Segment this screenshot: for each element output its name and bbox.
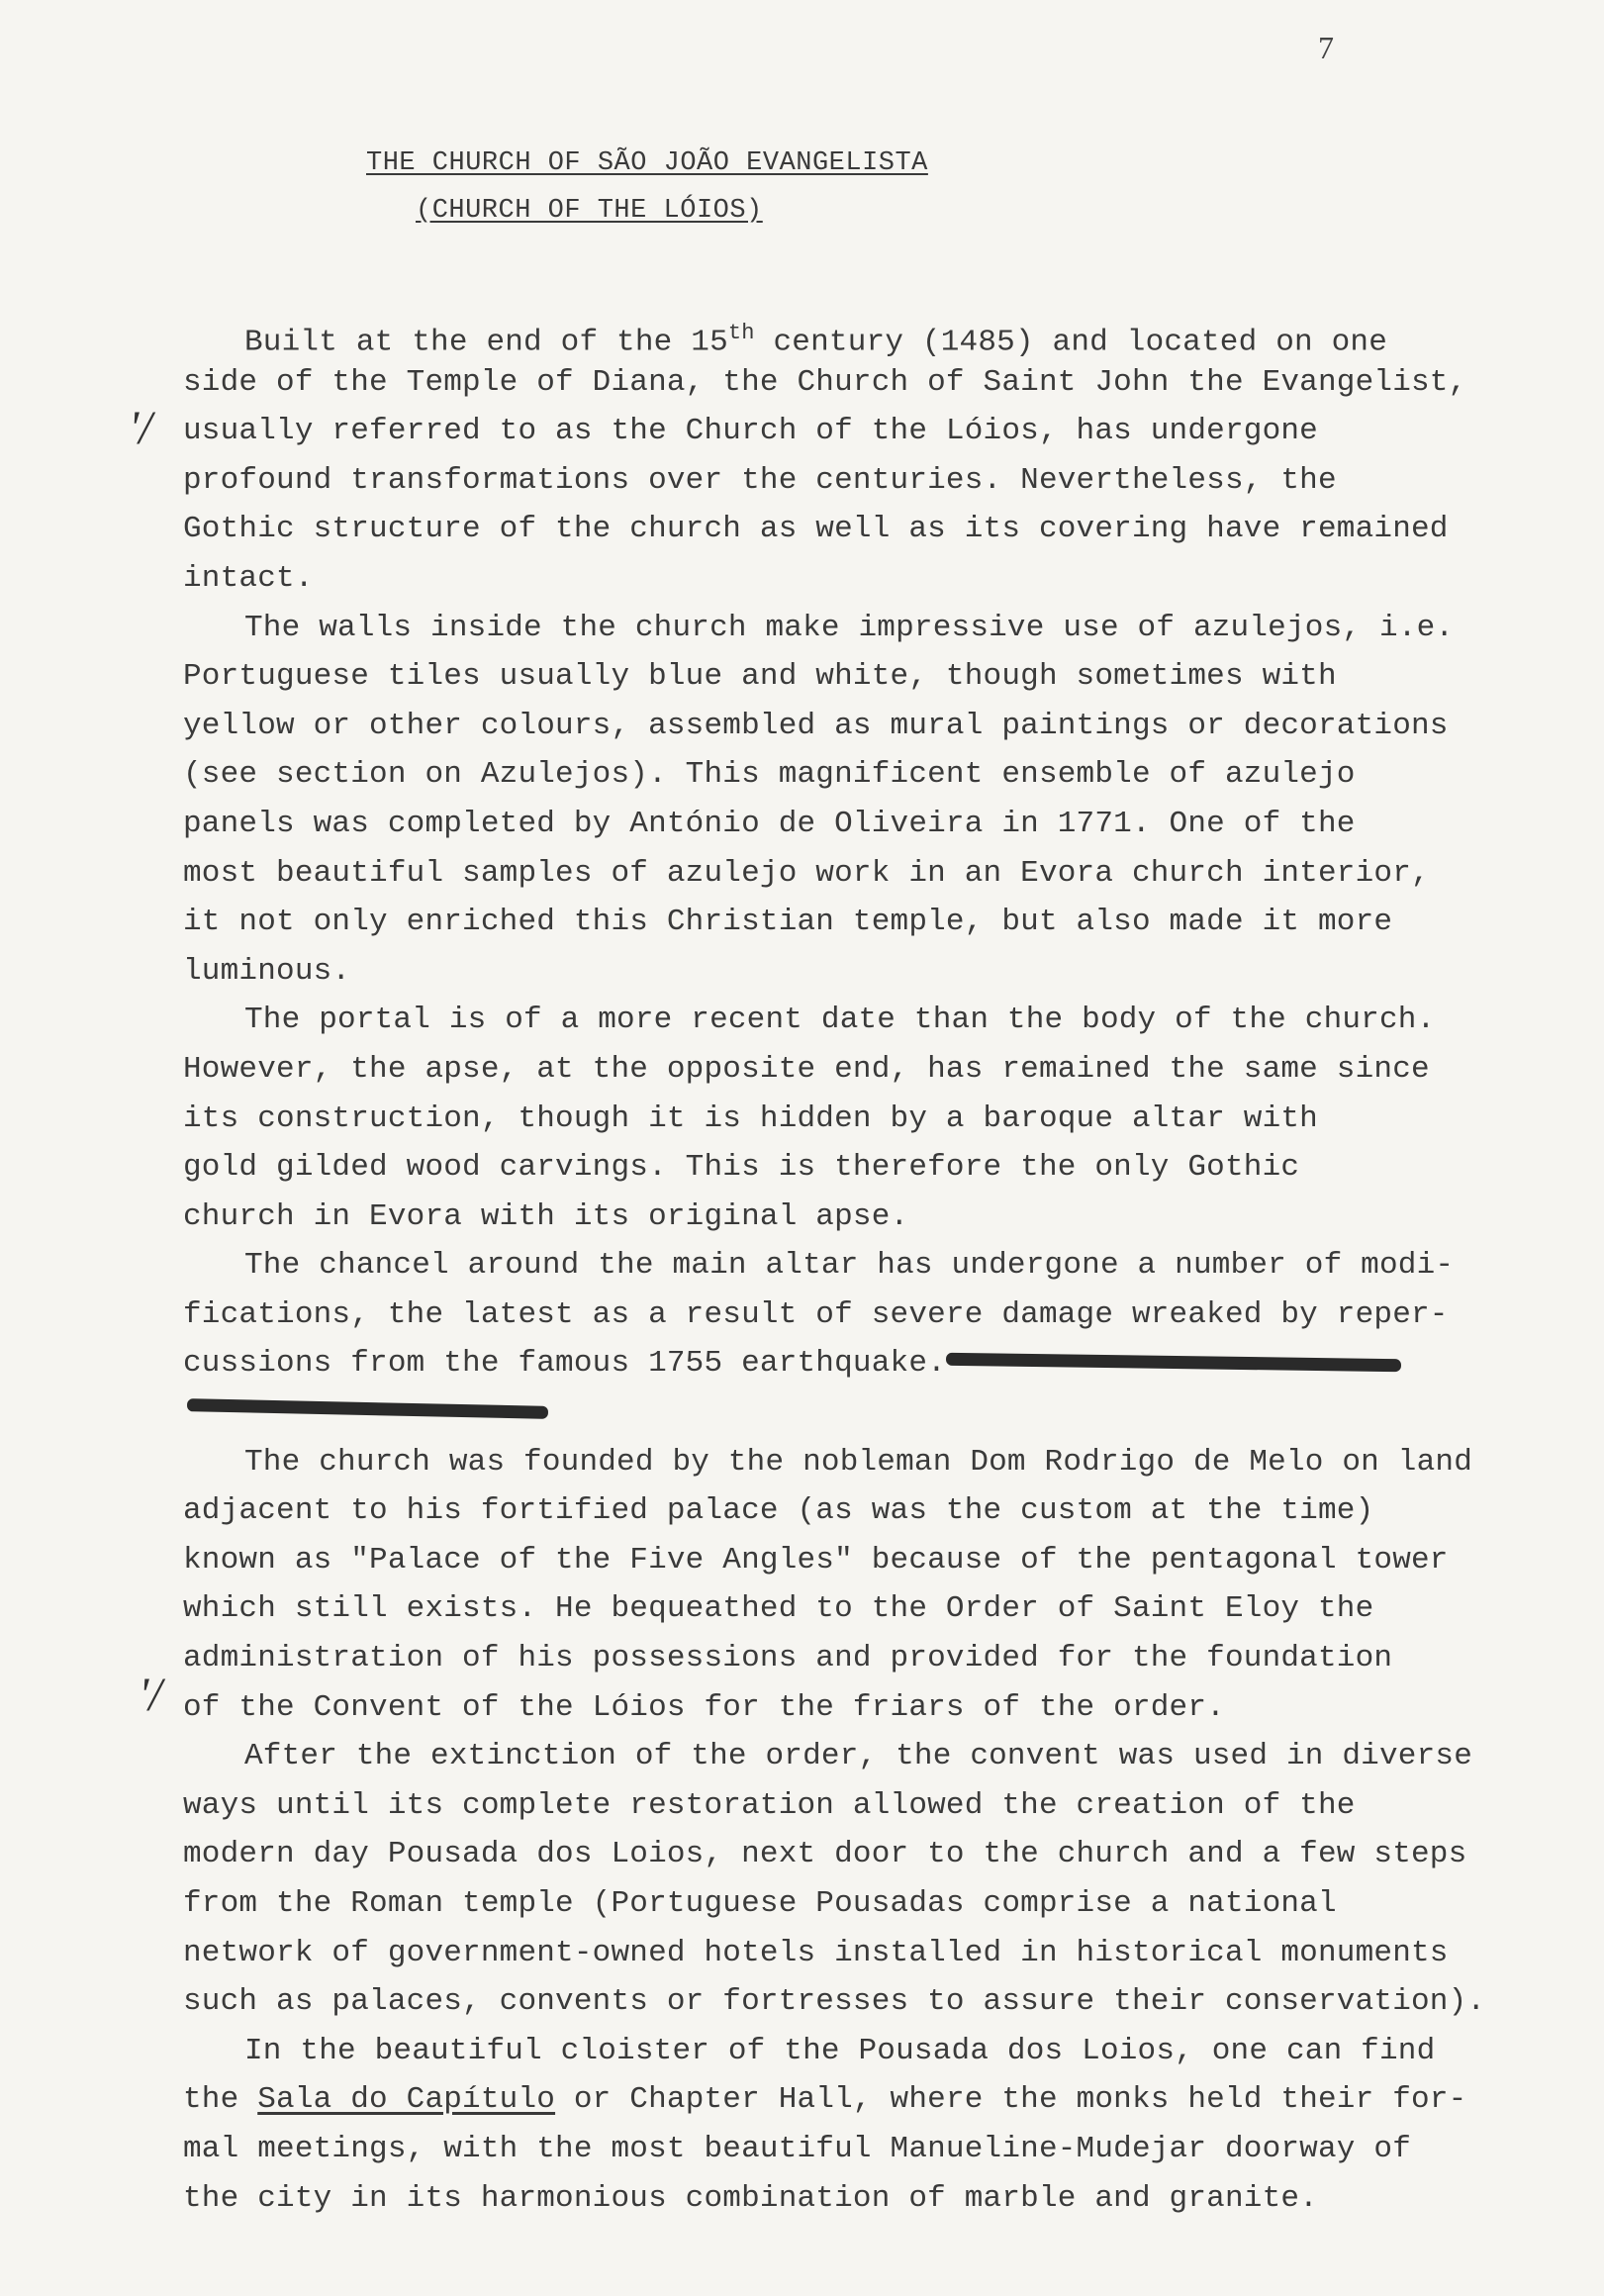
- text-line: Built at the end of the 15th century (1485) and located on one: [244, 321, 1388, 360]
- text-line: it not only enriched this Christian temple, but also made it more: [183, 905, 1393, 940]
- text-line: such as palaces, convents or fortresses to assure their conservation).: [183, 1984, 1486, 2020]
- text-line: luminous.: [183, 953, 351, 989]
- text-line: administration of his possessions and provided for the foundation: [183, 1641, 1393, 1676]
- text-line: of the Convent of the Lóios for the friars of the order.: [183, 1689, 1225, 1725]
- margin-mark-2: '/: [139, 1669, 162, 1721]
- text-line: which still exists. He bequeathed to the Order of Saint Eloy the: [183, 1591, 1374, 1627]
- text-line: Portuguese tiles usually blue and white, though sometimes with: [183, 659, 1337, 695]
- text-line: intact.: [183, 560, 314, 596]
- text-line: from the Roman temple (Portuguese Pousadas comprise a national: [183, 1886, 1337, 1921]
- text-line: panels was completed by António de Oliveira in 1771. One of the: [183, 806, 1356, 841]
- struck-out-text: [946, 1353, 1441, 1373]
- text-line: (see section on Azulejos). This magnificent ensemble of azulejo: [183, 757, 1356, 793]
- text-line: its construction, though it is hidden by a baroque altar with: [183, 1100, 1318, 1136]
- text-line: ways until its complete restoration allowed the creation of the: [183, 1787, 1356, 1823]
- text-line: The walls inside the church make impressive use of azulejos, i.e.: [244, 610, 1455, 645]
- text-line: cussions from the famous 1755 earthquake.: [183, 1339, 1588, 1388]
- page-number: 7: [1318, 30, 1334, 65]
- text-line: mal meetings, with the most beautiful Manueline-Mudejar doorway of: [183, 2131, 1411, 2166]
- text-line: The church was founded by the nobleman Dom Rodrigo de Melo on land: [244, 1444, 1472, 1480]
- text-line: yellow or other colours, assembled as mural paintings or decorations: [183, 708, 1449, 743]
- text-line: profound transformations over the centuries. Nevertheless, the: [183, 462, 1337, 498]
- text-line: the Sala do Capítulo or Chapter Hall, where the monks held their for-: [183, 2082, 1467, 2118]
- title-line-2: (CHURCH OF THE LÓIOS): [416, 196, 763, 226]
- body-text: [183, 309, 1588, 2223]
- title-line-1: THE CHURCH OF SÃO JOÃO EVANGELISTA: [366, 148, 928, 178]
- text-line: Gothic structure of the church as well as its covering have remained: [183, 512, 1449, 547]
- text-line: most beautiful samples of azulejo work in an Evora church interior,: [183, 855, 1430, 891]
- text-line: After the extinction of the order, the convent was used in diverse: [244, 1739, 1472, 1774]
- text-line: fications, the latest as a result of severe damage wreaked by reper-: [183, 1296, 1449, 1332]
- text-line: usually referred to as the Church of the Lóios, has undergone: [183, 414, 1318, 449]
- text-line: The portal is of a more recent date than the body of the church.: [244, 1003, 1436, 1038]
- text-line: The chancel around the main altar has undergone a number of modi-: [244, 1248, 1455, 1284]
- margin-mark-1: '/: [129, 402, 152, 454]
- text-line: gold gilded wood carvings. This is therefore the only Gothic: [183, 1150, 1300, 1186]
- text-line: In the beautiful cloister of the Pousada dos Loios, one can find: [244, 2033, 1436, 2068]
- text-line: [183, 1388, 1588, 1438]
- text-line: adjacent to his fortified palace (as was the custom at the time): [183, 1493, 1374, 1529]
- struck-out-text: [187, 1402, 548, 1422]
- text-line: network of government-owned hotels installed in historical monuments: [183, 1935, 1449, 1970]
- text-line: side of the Temple of Diana, the Church of Saint John the Evangelist,: [183, 364, 1467, 400]
- text-line: known as "Palace of the Five Angles" because of the pentagonal tower: [183, 1542, 1449, 1578]
- text-line: However, the apse, at the opposite end, has remained the same since: [183, 1051, 1430, 1087]
- text-line: church in Evora with its original apse.: [183, 1198, 909, 1234]
- underlined-term: Sala do Capítulo: [257, 2082, 556, 2118]
- text-line: the city in its harmonious combination of marble and granite.: [183, 2180, 1318, 2216]
- text-line: modern day Pousada dos Loios, next door to the church and a few steps: [183, 1837, 1467, 1872]
